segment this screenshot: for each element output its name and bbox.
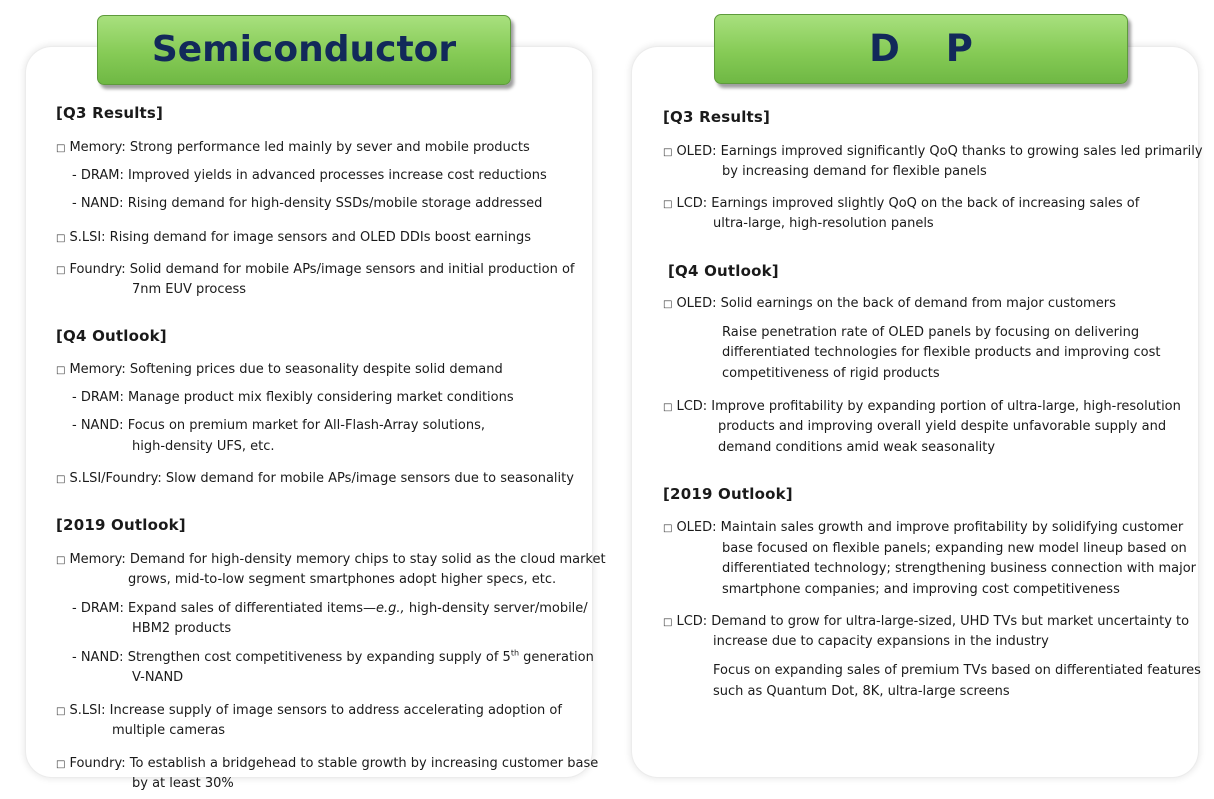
semi-2019-dram-cont: HBM2 products [132,621,232,636]
semi-2019-nand: - NAND: Strengthen cost competitiveness by expanding supply of 5th generation [72,648,594,665]
dp-2019-lcd-cont: increase due to capacity expansions in the industry [713,634,1049,649]
checkbox-bullet-icon: □ [56,365,66,376]
dp-q3-lcd-cont: ultra-large, high-resolution panels [713,216,934,231]
dp-2019-oled: □ OLED: Maintain sales growth and improve profitability by solidifying customer [663,520,1184,535]
dp-2019-oled-cont-2: differentiated technology; strengthening business connection with major [722,561,1196,576]
semi-2019-dram: - DRAM: Expand sales of differentiated items—e.g., high-density server/mobile/ [72,601,588,616]
dp-q4-header: [Q4 Outlook] [668,262,779,280]
semi-2019-foundry-cont: by at least 30% [132,776,234,791]
checkbox-bullet-icon: □ [663,147,673,158]
dp-q3-lcd: □ LCD: Earnings improved slightly QoQ on the back of increasing sales of [663,196,1140,211]
checkbox-bullet-icon: □ [56,555,66,566]
dp-q4-oled-detail-3: competitiveness of rigid products [722,366,940,381]
semi-q3-nand: - NAND: Rising demand for high-density SSDs/mobile storage addressed [72,196,543,211]
checkbox-bullet-icon: □ [56,233,66,244]
dp-q3-oled-cont: by increasing demand for flexible panels [722,164,987,179]
semi-q4-memory: □ Memory: Softening prices due to seasonality despite solid demand [56,362,503,377]
checkbox-bullet-icon: □ [56,759,66,770]
semi-q3-dram: - DRAM: Improved yields in advanced processes increase cost reductions [72,168,547,183]
semiconductor-title-tab [97,15,511,85]
checkbox-bullet-icon: □ [56,143,66,154]
semi-2019-foundry: □ Foundry: To establish a bridgehead to stable growth by increasing customer base [56,756,599,771]
semi-2019-slsi-cont: multiple cameras [112,723,226,738]
checkbox-bullet-icon: □ [663,523,673,534]
semi-2019-slsi: □ S.LSI: Increase supply of image sensors to address accelerating adoption of [56,703,562,718]
checkbox-bullet-icon: □ [663,199,673,210]
checkbox-bullet-icon: □ [663,402,673,413]
checkbox-bullet-icon: □ [663,617,673,628]
dp-q3-oled: □ OLED: Earnings improved significantly QoQ thanks to growing sales led primarily [663,144,1203,159]
semi-q3-foundry: □ Foundry: Solid demand for mobile APs/image sensors and initial production of [56,262,575,277]
dp-2019-header: [2019 Outlook] [663,485,793,503]
semi-q3-memory: □ Memory: Strong performance led mainly by sever and mobile products [56,140,530,155]
semi-q4-slsi-foundry: □ S.LSI/Foundry: Slow demand for mobile APs/image sensors due to seasonality [56,471,574,486]
semi-q4-nand-cont: high-density UFS, etc. [132,439,275,454]
semi-2019-memory: □ Memory: Demand for high-density memory chips to stay solid as the cloud market [56,552,606,567]
dp-2019-lcd-detail-1: Focus on expanding sales of premium TVs based on differentiated features [713,663,1201,678]
checkbox-bullet-icon: □ [56,706,66,717]
dp-q4-lcd-cont-2: demand conditions amid weak seasonality [718,440,996,455]
dp-2019-oled-cont-3: smartphone companies; and improving cost competitiveness [722,582,1120,597]
semi-q4-dram: - DRAM: Manage product mix flexibly considering market conditions [72,390,514,405]
dp-q4-lcd-cont-1: products and improving overall yield despite unfavorable supply and [718,419,1167,434]
dp-q4-oled-detail-2: differentiated technologies for flexible products and improving cost [722,345,1161,360]
checkbox-bullet-icon: □ [56,474,66,485]
dp-2019-lcd: □ LCD: Demand to grow for ultra-large-sized, UHD TVs but market uncertainty to [663,614,1190,629]
dp-q3-header: [Q3 Results] [663,108,771,126]
dp-q4-oled: □ OLED: Solid earnings on the back of demand from major customers [663,296,1116,311]
semi-2019-memory-cont: grows, mid-to-low segment smartphones adopt higher specs, etc. [128,572,557,587]
semi-q3-header: [Q3 Results] [56,104,164,122]
semiconductor-title: Semiconductor [151,29,457,70]
dp-q4-lcd: □ LCD: Improve profitability by expanding portion of ultra-large, high-resolution [663,399,1181,414]
semi-q4-header: [Q4 Outlook] [56,327,167,345]
semi-2019-nand-cont: V-NAND [132,670,184,685]
dp-title-d: D [869,27,900,70]
dp-2019-oled-cont-1: base focused on flexible panels; expanding new model lineup based on [722,541,1187,556]
semi-q3-slsi: □ S.LSI: Rising demand for image sensors and OLED DDIs boost earnings [56,230,531,245]
dp-q4-oled-detail-1: Raise penetration rate of OLED panels by focusing on delivering [722,325,1140,340]
dp-2019-lcd-detail-2: such as Quantum Dot, 8K, ultra-large screens [713,684,1010,699]
semi-q3-foundry-cont: 7nm EUV process [132,282,247,297]
dp-title-tab [714,14,1128,84]
dp-title-p: P [945,27,973,70]
semi-q4-nand: - NAND: Focus on premium market for All-Flash-Array solutions, [72,418,485,433]
semi-2019-header: [2019 Outlook] [56,516,186,534]
checkbox-bullet-icon: □ [663,299,673,310]
checkbox-bullet-icon: □ [56,265,66,276]
